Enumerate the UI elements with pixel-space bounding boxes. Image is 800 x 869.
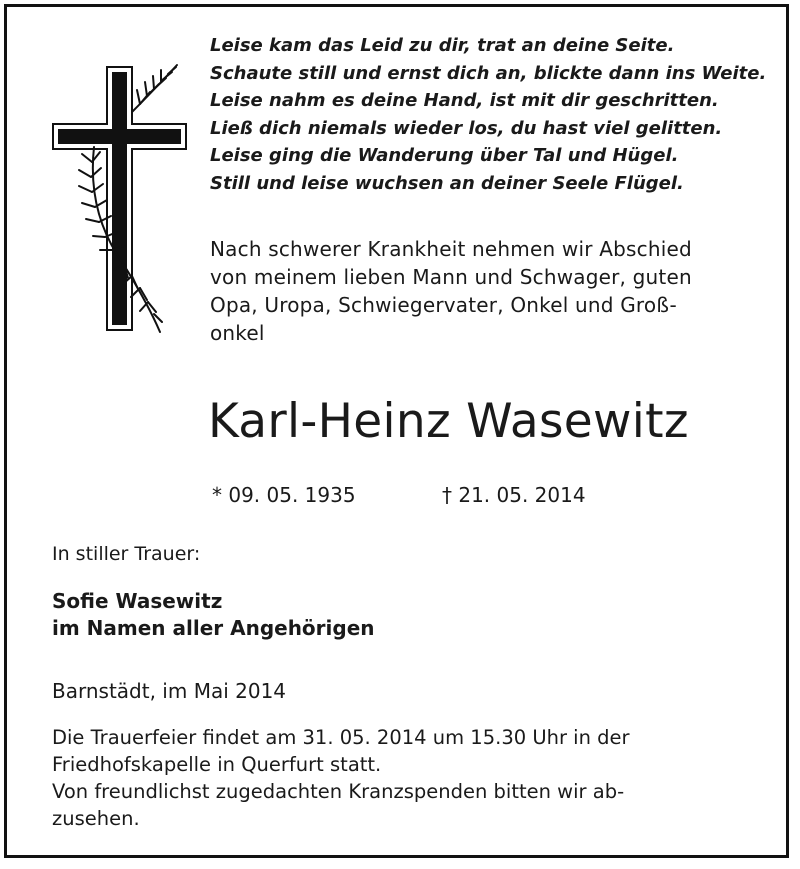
farewell-intro — [210, 235, 750, 347]
poem-line: Ließ dich niemals wieder los, du hast viel gelitten. — [210, 117, 723, 139]
cross-with-palm-branch-icon — [52, 62, 192, 337]
intro-line: von meinem lieben Mann und Schwager, guten — [210, 265, 692, 289]
signer-name: Sofie Wasewitz — [52, 589, 223, 613]
notice-line: zusehen. — [52, 807, 140, 830]
funeral-notice — [52, 724, 752, 832]
poem-line: Leise kam das Leid zu dir, trat an deine Seite. — [210, 35, 675, 56]
mourning-label: In stiller Trauer: — [52, 543, 201, 565]
signer-line: im Namen aller Angehörigen — [52, 616, 375, 640]
notice-line: Von freundlichst zugedachten Kranzspenden bitten wir ab- — [52, 780, 625, 803]
poem-line: Still und leise wuchsen an deiner Seele Flügel. — [210, 172, 684, 194]
notice-line: Friedhofskapelle in Querfurt statt. — [52, 753, 382, 776]
poem-line: Leise ging die Wanderung über Tal und Hügel. — [210, 145, 679, 166]
poem — [210, 32, 770, 197]
life-dates — [212, 480, 772, 510]
deceased-name: Karl-Heinz Wasewitz — [208, 394, 689, 449]
poem-line: Schaute still und ernst dich an, blickte dann ins Weite. — [210, 62, 767, 84]
place-date: Barnstädt, im Mai 2014 — [52, 679, 287, 703]
signers — [52, 588, 375, 642]
intro-line: Nach schwerer Krankheit nehmen wir Abschied — [210, 237, 692, 261]
death-date: † 21. 05. 2014 — [442, 483, 586, 507]
notice-line: Die Trauerfeier findet am 31. 05. 2014 um 15.30 Uhr in der — [52, 726, 630, 749]
birth-date: * 09. 05. 1935 — [212, 483, 356, 507]
intro-line: Opa, Uropa, Schwiegervater, Onkel und Groß- — [210, 293, 677, 317]
poem-line: Leise nahm es deine Hand, ist mit dir geschritten. — [210, 90, 719, 111]
intro-line: onkel — [210, 321, 265, 345]
